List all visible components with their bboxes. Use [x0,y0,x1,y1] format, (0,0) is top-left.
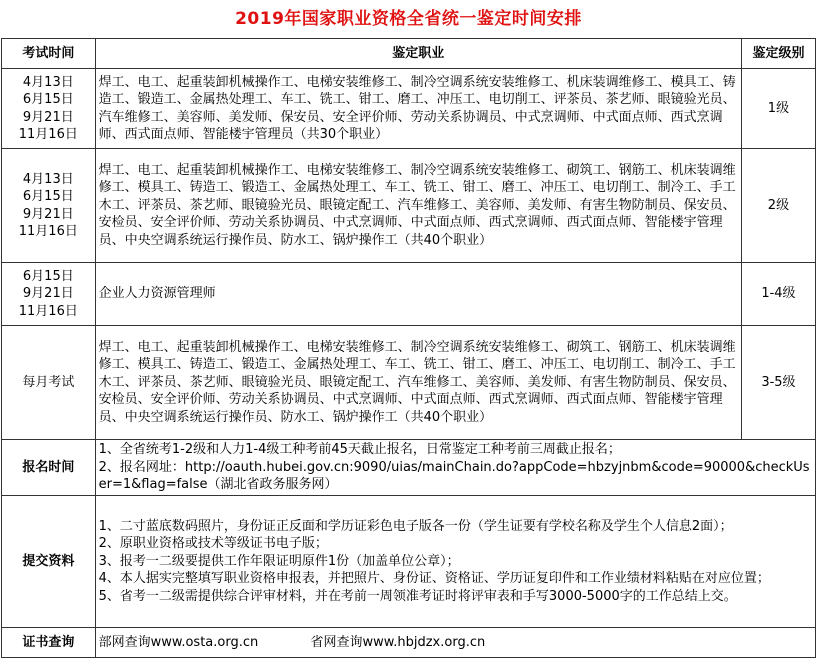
level-value: 2级 [741,149,815,263]
list-item: 2、原职业资格或技术等级证书电子版； [98,536,328,552]
level-value: 1级 [741,69,815,149]
occupation-list: 焊工、电工、起重装卸机械操作工、电梯安装维修工、制冷空调系统安装维修工、砌筑工、钢筋工、机床装调维修工、模具工、铸造工、锻造工、金属热处理工、车工、铣工、钳工、磨工、冲压工、电切削工、制冷工、手工木工、评茶员、茶艺师、眼镜验光员、眼镜定配工、汽车维修工、美容师、美发师、有害生物防制员、保安员、安检员、安全评价师、劳动关系协调员、中式烹调师、中式面点师、西式烹调师、西式面点师、智能楼宇管理员、中央空调系统运行操作员、防水工、锅炉操作工（共40个职业） [95,149,741,263]
list-item: 1、二寸蓝底数码照片，身份证正反面和学历证彩色电子版各一份（学生证要有学校名称及学生个人信息2面）； [98,518,733,534]
signup-deadline: 1、全省统考1-2级和人力1-4级工种考前45天截止报名，日常鉴定工种考前三周截止报名； [98,442,621,458]
national-query-link[interactable]: 部网查询www.osta.org.cn [98,634,259,650]
materials-label: 提交资料 [2,496,96,628]
page-title: 2019年国家职业资格全省统一鉴定时间安排 [235,9,582,29]
header-level: 鉴定级别 [741,39,815,69]
table-row [2,326,816,440]
certificate-label: 证书查询 [2,628,96,658]
exam-dates: 4月13日 6月15日 9月21日 11月16日 [2,149,96,263]
exam-dates: 4月13日 6月15日 9月21日 11月16日 [2,69,96,149]
exam-dates: 每月考试 [2,326,96,440]
header-row [2,39,816,69]
exam-dates: 6月15日 9月21日 11月16日 [2,263,96,326]
occupation-list: 焊工、电工、起重装卸机械操作工、电梯安装维修工、制冷空调系统安装维修工、机床装调维修工、模具工、铸造工、锻造工、金属热处理工、车工、铣工、钳工、磨工、冲压工、电切削工、评茶员、茶艺师、眼镜验光员、汽车维修工、美容师、美发师、保安员、安全评价师、劳动关系协调员、中式烹调师、中式面点师、西式烹调师、西式面点师、智能楼宇管理员（共30个职业） [95,69,741,149]
header-occupation: 鉴定职业 [95,39,741,69]
schedule-table [1,38,816,658]
signup-info [95,440,815,496]
materials-list [95,496,815,628]
level-value: 3-5级 [741,326,815,440]
signup-url: 2、报名网址：http://oauth.hubei.gov.cn:9090/uias/mainChain.do?appCode=hbzyjnbm&code=90000&checkUser=1&flag=false（湖北省政务服务网） [98,459,810,493]
level-value: 1-4级 [741,263,815,326]
table-row [2,149,816,263]
materials-row [2,496,816,628]
list-item: 3、报考一二级要提供工作年限证明原件1份（加盖单位公章）； [98,553,460,569]
certificate-query [95,628,815,658]
table-row [2,69,816,149]
signup-label: 报名时间 [2,440,96,496]
header-exam-time: 考试时间 [2,39,96,69]
provincial-query-link[interactable]: 省网查询www.hbjdzx.org.cn [310,634,486,650]
occupation-list: 焊工、电工、起重装卸机械操作工、电梯安装维修工、制冷空调系统安装维修工、砌筑工、钢筋工、机床装调维修工、模具工、铸造工、锻造工、金属热处理工、车工、铣工、钳工、磨工、冲压工、电切削工、制冷工、手工木工、评茶员、茶艺师、眼镜验光员、眼镜定配工、汽车维修工、美容师、美发师、有害生物防制员、保安员、安检员、安全评价师、劳动关系协调员、中式烹调师、中式面点师、西式烹调师、西式面点师、智能楼宇管理员、中央空调系统运行操作员、防水工、锅炉操作工（共40个职业） [95,326,741,440]
certificate-row [2,628,816,658]
occupation-list: 企业人力资源管理师 [95,263,741,326]
list-item: 5、省考一二级需提供综合评审材料，并在考前一周领准考证时将评审表和手写3000-5000字的工作总结上交。 [98,588,737,604]
list-item: 4、本人据实完整填写职业资格申报表，并把照片、身份证、资格证、学历证复印件和工作业绩材料粘贴在对应位置； [98,571,770,587]
signup-row [2,440,816,496]
table-row [2,263,816,326]
